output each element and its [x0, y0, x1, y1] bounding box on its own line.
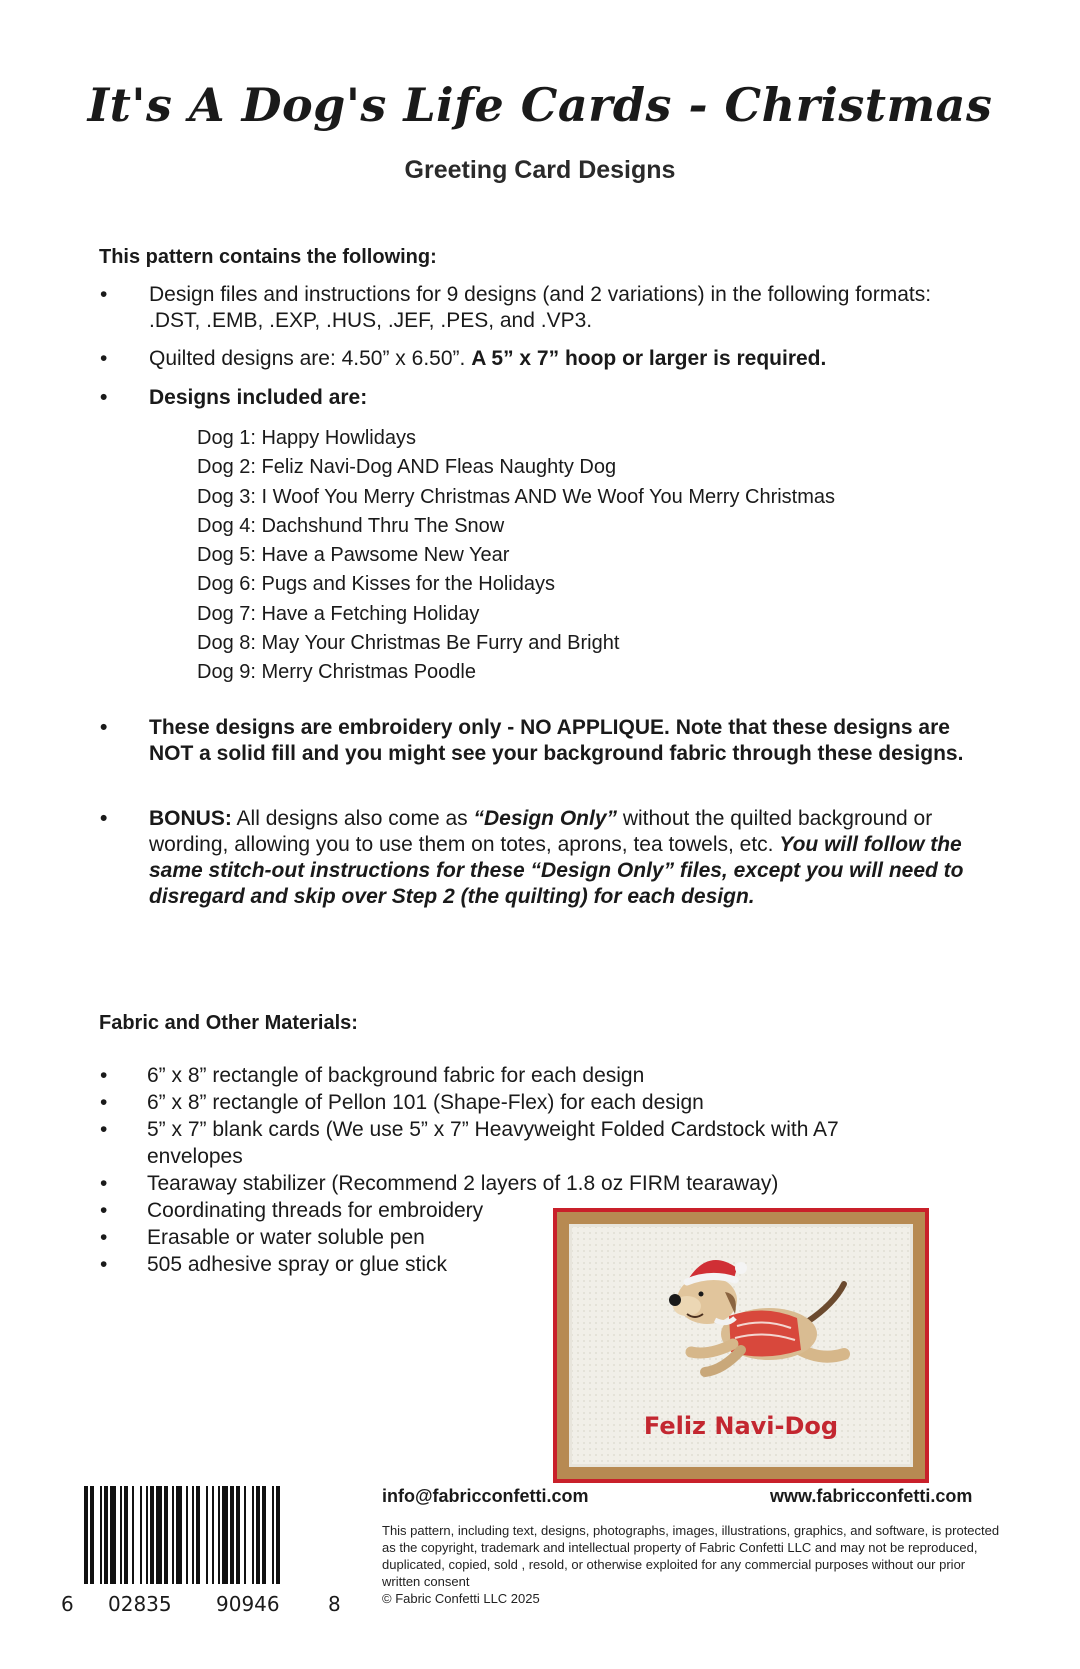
- bullet-dot: •: [100, 1064, 108, 1087]
- bullet-dot: •: [100, 1226, 108, 1249]
- barcode-bar: [244, 1486, 246, 1584]
- bonus-text-2: without the quilted background or wording, allowing you to use them on totes, aprons, tea towels, etc.: [149, 807, 933, 856]
- page-subtitle: Greeting Card Designs: [404, 156, 676, 184]
- upc-digit-last: 8: [328, 1592, 341, 1616]
- list-item: Dog 4: Dachshund Thru The Snow: [197, 514, 505, 537]
- bullet-dot: •: [100, 386, 108, 409]
- barcode-bar: [212, 1486, 214, 1584]
- card-caption: Feliz Navi-Dog: [643, 1412, 839, 1440]
- bullet-dot: •: [100, 283, 108, 306]
- barcode: [84, 1486, 322, 1584]
- copyright-line: © Fabric Confetti LLC 2025: [382, 1591, 540, 1606]
- material-text: Tearaway stabilizer (Recommend 2 layers of 1.8 oz FIRM tearaway): [147, 1172, 779, 1195]
- material-text: 6” x 8” rectangle of background fabric for each design: [147, 1064, 645, 1087]
- barcode-bar: [236, 1486, 240, 1584]
- material-text: 6” x 8” rectangle of Pellon 101 (Shape-Flex) for each design: [147, 1091, 704, 1114]
- barcode-bar: [110, 1486, 116, 1584]
- bullet-dot: •: [100, 716, 108, 739]
- barcode-bar: [196, 1486, 200, 1584]
- list-item: [100, 1089, 930, 1116]
- embroidery-note: These designs are embroidery only - NO APPLIQUE. Note that these designs are NOT a solid fill and you might see your background fabric through these designs.: [149, 716, 964, 765]
- bullet-dot: •: [100, 347, 108, 370]
- sample-card-photo: [553, 1208, 929, 1483]
- dog-illustration: [629, 1234, 869, 1414]
- list-item: Dog 3: I Woof You Merry Christmas AND We Woof You Merry Christmas: [197, 485, 836, 508]
- barcode-bar: [186, 1486, 188, 1584]
- bonus-label: BONUS:: [149, 807, 232, 830]
- bullet-sizes: [100, 346, 970, 372]
- bullet-dot: •: [100, 1118, 108, 1141]
- hoop-requirement: A 5” x 7” hoop or larger is required.: [471, 347, 827, 370]
- material-text: 505 adhesive spray or glue stick: [147, 1253, 447, 1276]
- contents-heading: This pattern contains the following:: [99, 246, 437, 268]
- list-item: Dog 6: Pugs and Kisses for the Holidays: [197, 573, 555, 596]
- bonus-text: All designs also come as: [231, 807, 474, 830]
- bullet-dot: •: [100, 1253, 108, 1276]
- list-item: Dog 1: Happy Howlidays: [197, 427, 416, 449]
- barcode-bar: [176, 1486, 182, 1584]
- bullet-designs: [100, 385, 970, 411]
- quilted-card: [569, 1224, 913, 1467]
- barcode-bar: [252, 1486, 254, 1584]
- barcode-bar: [256, 1486, 260, 1584]
- bullet-dot: •: [100, 1172, 108, 1195]
- barcode-bar: [222, 1486, 228, 1584]
- barcode-bar: [90, 1486, 94, 1584]
- upc-group-1: 02835: [108, 1592, 172, 1616]
- barcode-bar: [262, 1486, 266, 1584]
- list-item: [100, 1116, 930, 1170]
- bullet-dot: •: [100, 1199, 108, 1222]
- bullet-bonus: [100, 806, 970, 910]
- barcode-bar: [218, 1486, 220, 1584]
- legal-notice: [382, 1522, 1002, 1607]
- material-text: Coordinating threads for embroidery: [147, 1199, 484, 1222]
- list-item: Dog 9: Merry Christmas Poodle: [197, 661, 476, 684]
- list-item: Dog 8: May Your Christmas Be Furry and Bright: [197, 632, 620, 655]
- bullet-embroidery-note: [100, 715, 970, 767]
- contact-email[interactable]: info@fabricconfetti.com: [382, 1486, 589, 1506]
- barcode-bar: [172, 1486, 174, 1584]
- bullet-dot: •: [100, 807, 108, 830]
- bonus-instructions: You will follow the same stitch-out instructions for these “Design Only” files, except you will need to disregard and skip over Step 2 (the quilting) for each design.: [149, 833, 964, 908]
- sizes-text: Quilted designs are: 4.50” x 6.50”.: [149, 347, 472, 370]
- barcode-bar: [276, 1486, 280, 1584]
- materials-heading: Fabric and Other Materials:: [99, 1012, 358, 1034]
- list-item: Dog 5: Have a Pawsome New Year: [197, 544, 510, 567]
- barcode-bar: [120, 1486, 122, 1584]
- material-text: Erasable or water soluble pen: [147, 1226, 425, 1249]
- barcode-bar: [156, 1486, 162, 1584]
- barcode-bar: [164, 1486, 168, 1584]
- barcode-bar: [84, 1486, 88, 1584]
- barcode-bar: [230, 1486, 234, 1584]
- barcode-bar: [124, 1486, 128, 1584]
- barcode-bar: [140, 1486, 142, 1584]
- barcode-bar: [192, 1486, 194, 1584]
- bonus-design-only: “Design Only”: [473, 807, 617, 830]
- barcode-bar: [100, 1486, 102, 1584]
- list-item: Dog 2: Feliz Navi-Dog AND Fleas Naughty Dog: [197, 456, 617, 479]
- formats-text: Design files and instructions for 9 designs (and 2 variations) in the following formats: .DST, .EMB, .EXP, .HUS, .JEF, .PES, and .VP3.: [149, 283, 932, 332]
- list-item: [100, 1062, 930, 1089]
- website-link[interactable]: www.fabricconfetti.com: [770, 1486, 973, 1506]
- bullet-formats: [100, 282, 970, 334]
- page-title: It's A Dog's Life Cards - Christmas: [87, 78, 993, 132]
- upc-digit-first: 6: [61, 1592, 74, 1616]
- barcode-bar: [150, 1486, 154, 1584]
- designs-heading: Designs included are:: [149, 386, 368, 409]
- barcode-bar: [146, 1486, 148, 1584]
- barcode-bar: [272, 1486, 274, 1584]
- list-item: Dog 7: Have a Fetching Holiday: [197, 602, 480, 625]
- upc-group-2: 90946: [216, 1592, 280, 1616]
- material-text: 5” x 7” blank cards (We use 5” x 7” Heavyweight Folded Cardstock with A7 envelopes: [147, 1118, 839, 1168]
- list-item: [100, 1170, 930, 1197]
- barcode-bar: [206, 1486, 208, 1584]
- bullet-dot: •: [100, 1091, 108, 1114]
- designs-list: [197, 424, 835, 688]
- barcode-bar: [132, 1486, 134, 1584]
- barcode-bar: [104, 1486, 108, 1584]
- copyright-notice: This pattern, including text, designs, photographs, images, illustrations, graphics, and software, is protected as the copyright, trademark and intellectual property of Fabric Confetti LLC and may not be reproduced, duplicated, copied, sold , resold, or otherwise exploited for any commercial purposes without our prior written consent: [382, 1523, 1000, 1589]
